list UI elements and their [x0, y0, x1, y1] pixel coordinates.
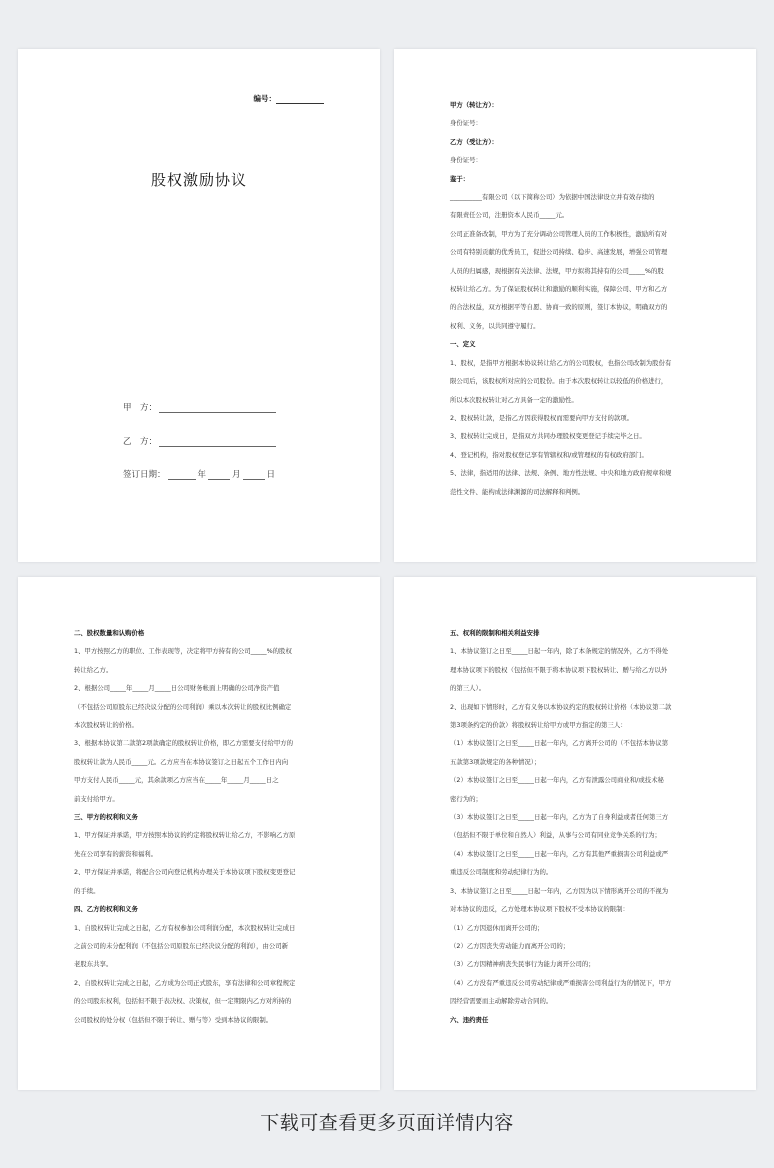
paragraph-line: 1、甲方按照乙方的职位、工作表现等，决定将甲方持有的公司_____%的股权: [74, 647, 292, 656]
paragraph-line: 的手续。: [74, 886, 100, 895]
paragraph-line: （2）乙方因丧失劳动能力而离开公司的；: [450, 941, 570, 950]
paragraph-line: 股权转让款为人民币_____元。乙方应当在本协议签订之日起五个工作日内向: [74, 757, 289, 766]
paragraph-line: 公司股权的处分权（包括但不限于转让、赠与等）受到本协议的限制。: [74, 1015, 273, 1024]
page-2: [394, 49, 756, 562]
paragraph-line: 身份证号：: [450, 156, 482, 165]
paragraph-line: 第3项条约定的价款）将股权转让给甲方或甲方指定的第三人：: [450, 721, 627, 730]
page-3-body: [74, 624, 338, 1029]
paragraph-line: 1、自股权转让完成之日起，乙方有权参加公司利润分配，本次股权转让完成日: [74, 923, 296, 932]
paragraph-line: 1、本协议签订之日至_____日起一年内，除了本条规定的情况外，乙方不得处: [450, 647, 669, 656]
paragraph-line: 所以本次股权转让对乙方具备一定的激励性。: [450, 395, 578, 404]
paragraph-line: 五款第3项款规定的各种情况）；: [450, 757, 541, 766]
paragraph-line: 权转让给乙方。为了保证股权转让和激励的顺利实施，保障公司、甲方和乙方: [450, 285, 668, 294]
section-heading: 一、定义: [450, 340, 476, 349]
paragraph-line: 1、甲方保证并承诺，甲方按照本协议的约定将股权转让给乙方，不影响乙方原: [74, 831, 296, 840]
page-3: [18, 577, 380, 1090]
paragraph-line: （1）乙方因退休而离开公司的；: [450, 923, 544, 932]
section-heading: 乙方（受让方）：: [450, 137, 498, 146]
party-a-label: 甲 方：: [123, 403, 158, 413]
date-month-label: 月: [232, 470, 241, 480]
paragraph-line: （包括但不限于单位和自然人）利益，从事与公司有同业竞争关系的行为；: [450, 831, 661, 840]
document-number: [254, 93, 325, 104]
section-heading: 六、违约责任: [450, 1015, 489, 1024]
section-heading: 四、乙方的权利和义务: [74, 905, 138, 914]
paragraph-line: 前支付给甲方。: [74, 794, 119, 803]
paragraph-line: __________有限公司（以下简称公司）为依据中国法律设立并有效存续的: [450, 193, 655, 202]
section-heading: 五、权利的限制和相关利益安排: [450, 629, 540, 637]
paragraph-line: 范性文件、能构成法律渊源的司法解释和判例。: [450, 487, 585, 496]
paragraph-line: （3）本协议签订之日至_____日起一年内，乙方为了自身利益或者任何第三方: [450, 813, 669, 822]
paragraph-line: 1、股权，是指甲方根据本协议转让给乙方的公司股权，也指公司改制为股份有: [450, 358, 672, 367]
paragraph-line: 的第三人）。: [450, 684, 486, 693]
paragraph-line: 理本协议项下的股权（包括但不限于将本协议项下股权转让、赠与给乙方以外: [450, 665, 668, 674]
page-2-body: [450, 96, 714, 501]
paragraph-line: 有限责任公司，注册资本人民币_____元。: [450, 211, 569, 220]
paragraph-line: 公司有特别贡献的优秀员工，促进公司持续、稳步、高速发展，增强公司管理: [450, 248, 668, 257]
paragraph-line: 3、本协议签订之日至_____日起一年内，乙方因为以下情形离开公司的不视为: [450, 886, 669, 895]
paragraph-line: 公司正准备改制，甲方为了充分调动公司管理人员的工作积极性，激励所有对: [450, 229, 668, 238]
paragraph-line: （3）乙方因精神病丧失民事行为能力离开公司的；: [450, 960, 595, 969]
party-a-line: [123, 401, 276, 413]
section-heading: 二、股权数量和认购价格: [74, 629, 145, 637]
document-number-label: 编号：: [253, 94, 276, 103]
page-4-body: [450, 624, 714, 1029]
paragraph-line: 密行为的；: [450, 794, 482, 803]
paragraph-line: （4）乙方没有严重违反公司劳动纪律或严重损害公司利益行为的情况下，甲方: [450, 978, 672, 987]
paragraph-line: （4）本协议签订之日至_____日起一年内，乙方有其他严重损害公司利益或严: [450, 849, 669, 858]
paragraph-line: 身份证号：: [450, 119, 482, 128]
paragraph-line: （1）本协议签订之日至_____日起一年内，乙方离开公司的（不包括本协议第: [450, 739, 669, 748]
paragraph-line: 限公司后，该股权所对应的公司股份。由于本次股权转让以较低的价格进行，: [450, 377, 668, 386]
party-b-line: [123, 435, 276, 447]
paragraph-line: 2、自股权转让完成之日起，乙方成为公司正式股东，享有法律和公司章程规定: [74, 978, 296, 987]
date-day-label: 日: [266, 470, 276, 480]
paragraph-line: 2、根据公司_____年_____月_____日公司财务帐面上明确的公司净资产值: [74, 684, 280, 693]
party-a-blank: [159, 403, 276, 413]
paragraph-line: 重违反公司制度和劳动纪律行为的。: [450, 868, 553, 877]
paragraph-line: 2、出现如下情形时，乙方有义务以本协议约定的股权转让价格（本协议第二款: [450, 702, 672, 711]
paragraph-line: 3、根据本协议第二款第2项款确定的股权转让价格，即乙方需要支付给甲方的: [74, 739, 294, 748]
date-year-label: 年: [197, 470, 207, 480]
date-day-blank: [243, 470, 265, 480]
paragraph-line: 的合法权益，双方根据平等自愿、协商一致的原则，签订本协议，明确双方的: [450, 303, 668, 312]
paragraph-line: 权利、义务，以共同遵守履行。: [450, 321, 540, 330]
document-title: 股权激励协议: [151, 171, 248, 189]
paragraph-line: 老股东共享。: [74, 960, 113, 969]
paragraph-line: 之前公司的未分配利润（不包括公司原股东已经决议分配的利润），由公司新: [74, 941, 289, 950]
party-b-blank: [159, 437, 276, 447]
paragraph-line: 2、甲方保证并承诺，将配合公司向登记机构办理关于本协议项下股权变更登记: [74, 868, 296, 877]
paragraph-line: 对本协议的违反，乙方处理本协议项下股权不受本协议的限制：: [450, 905, 629, 914]
paragraph-line: 甲方支付人民币_____元，其余款项乙方应当在_____年_____月_____日之: [74, 776, 279, 785]
paragraph-line: 3、股权转让完成日，是指双方共同办理股权变更登记手续完毕之日。: [450, 432, 646, 441]
sign-date-label: 签订日期：: [123, 470, 166, 480]
paragraph-line: 2、股权转让款，是指乙方因获得股权而需要向甲方支付的款项。: [450, 413, 634, 422]
cover-page: [18, 49, 380, 562]
paragraph-line: 先在公司享有的薪资和福利。: [74, 849, 158, 858]
page-4: [394, 577, 756, 1090]
sign-date-line: [123, 468, 275, 480]
paragraph-line: 因经营需要而主动解除劳动合同的。: [450, 997, 553, 1006]
paragraph-line: 本次股权转让的价格。: [74, 721, 138, 730]
paragraph-line: 4、登记机构，指对股权登记享有管辖权和/或管理权的有权政府部门。: [450, 450, 648, 459]
paragraph-line: 人员的归属感，现根据有关法律、法规，甲方拟将其持有的公司_____%的股: [450, 266, 664, 275]
paragraph-line: 的公司股东权利，包括但不限于表决权、决策权，但一定期限内乙方对所持的: [74, 997, 292, 1006]
date-year-blank: [168, 470, 196, 480]
section-heading: 鉴于：: [450, 174, 470, 183]
section-heading: 甲方（转让方）：: [450, 101, 498, 109]
section-heading: 三、甲方的权利和义务: [74, 813, 138, 822]
date-month-blank: [208, 470, 230, 480]
footer-more-pages-text: 下载可查看更多页面详情内容: [260, 1112, 514, 1134]
paragraph-line: （2）本协议签订之日至_____日起一年内，乙方有泄露公司商业和/或技术秘: [450, 776, 664, 785]
document-number-blank: [276, 95, 324, 104]
paragraph-line: 转让给乙方。: [74, 665, 113, 674]
paragraph-line: （不包括公司原股东已经决议分配的公司利润）乘以本次转让的股权比例确定: [74, 702, 292, 711]
party-b-label: 乙 方：: [123, 437, 158, 447]
paragraph-line: 5、法律，指适用的法律、法规、条例、地方性法规、中央和地方政府规章和规: [450, 469, 672, 478]
